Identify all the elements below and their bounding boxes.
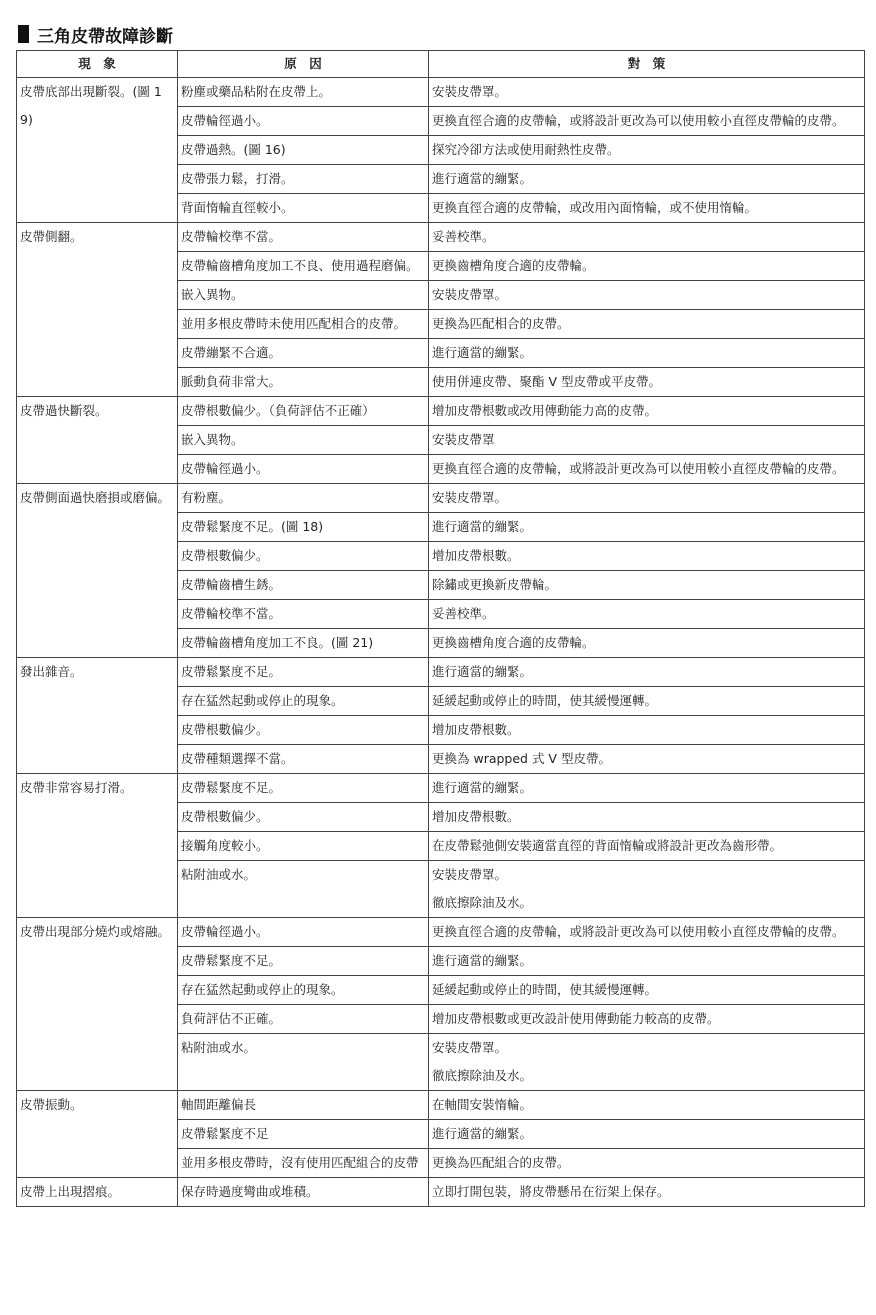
cause-cell: 嵌入異物。 [178,426,429,455]
measure-cell: 在皮帶鬆弛側安裝適當直徑的背面惰輪或將設計更改為齒形帶。 [429,832,865,861]
measure-cell: 安裝皮帶罩。 徹底擦除油及水。 [429,861,865,918]
phenomenon-cell: 發出雜音。 [17,658,178,774]
measure-cell: 更換直徑合適的皮帶輪，或將設計更改為可以使用較小直徑皮帶輪的皮帶。 [429,107,865,136]
cause-cell: 皮帶輪徑過小。 [178,107,429,136]
measure-cell: 進行適當的繃緊。 [429,1120,865,1149]
cause-cell: 背面惰輪直徑較小。 [178,194,429,223]
table-row [17,774,865,803]
cause-cell: 皮帶根數偏少。 [178,542,429,571]
measure-cell: 進行適當的繃緊。 [429,947,865,976]
measure-cell: 立即打開包裝，將皮帶懸吊在衍架上保存。 [429,1178,865,1207]
measure-cell: 更換直徑合適的皮帶輪，或將設計更改為可以使用較小直徑皮帶輪的皮帶。 [429,455,865,484]
measure-cell: 妥善校準。 [429,223,865,252]
measure-cell: 更換為 wrapped 式 V 型皮帶。 [429,745,865,774]
table-row [17,223,865,252]
phenomenon-cell: 皮帶出現部分燒灼或熔融。 [17,918,178,1091]
cause-cell: 皮帶輪校準不當。 [178,600,429,629]
measure-cell: 更換為匹配相合的皮帶。 [429,310,865,339]
header-cause: 原 因 [178,51,429,78]
table-row [17,397,865,426]
measure-cell: 使用併連皮帶、聚酯 V 型皮帶或平皮帶。 [429,368,865,397]
cause-cell: 皮帶輪齒槽角度加工不良。(圖 21) [178,629,429,658]
cause-cell: 皮帶種類選擇不當。 [178,745,429,774]
table-body [17,78,865,1207]
phenomenon-cell: 皮帶側面過快磨損或磨偏。 [17,484,178,658]
measure-cell: 更換直徑合適的皮帶輪，或改用內面惰輪，或不使用惰輪。 [429,194,865,223]
measure-cell: 更換為匹配組合的皮帶。 [429,1149,865,1178]
cause-cell: 負荷評估不正確。 [178,1005,429,1034]
phenomenon-cell: 皮帶振動。 [17,1091,178,1178]
measure-cell: 除鏽或更換新皮帶輪。 [429,571,865,600]
measure-cell: 進行適當的繃緊。 [429,774,865,803]
measure-cell: 進行適當的繃緊。 [429,165,865,194]
measure-cell: 探究冷卻方法或使用耐熱性皮帶。 [429,136,865,165]
phenomenon-cell: 皮帶上出現摺痕。 [17,1178,178,1207]
cause-cell: 皮帶輪徑過小。 [178,455,429,484]
measure-cell: 安裝皮帶罩。 徹底擦除油及水。 [429,1034,865,1091]
cause-cell: 脈動負荷非常大。 [178,368,429,397]
diagnosis-table [16,50,865,1207]
cause-cell: 軸間距離偏長 [178,1091,429,1120]
cause-cell: 皮帶根數偏少。（負荷評估不正確） [178,397,429,426]
phenomenon-cell: 皮帶側翻。 [17,223,178,397]
cause-cell: 皮帶鬆緊度不足。(圖 18) [178,513,429,542]
measure-cell: 延緩起動或停止的時間，使其緩慢運轉。 [429,687,865,716]
title-square-icon [18,25,29,43]
cause-cell: 並用多根皮帶時，沒有使用匹配組合的皮帶 [178,1149,429,1178]
measure-cell: 安裝皮帶罩 [429,426,865,455]
table-row [17,658,865,687]
table-header-row [17,51,865,78]
phenomenon-cell: 皮帶非常容易打滑。 [17,774,178,918]
measure-cell: 進行適當的繃緊。 [429,513,865,542]
cause-cell: 保存時過度彎曲或堆積。 [178,1178,429,1207]
measure-cell: 增加皮帶根數。 [429,716,865,745]
cause-cell: 並用多根皮帶時未使用匹配相合的皮帶。 [178,310,429,339]
cause-cell: 接觸角度較小。 [178,832,429,861]
cause-cell: 存在猛然起動或停止的現象。 [178,687,429,716]
measure-cell: 更換齒槽角度合適的皮帶輪。 [429,252,865,281]
phenomenon-cell: 皮帶過快斷裂。 [17,397,178,484]
table-row [17,1178,865,1207]
measure-cell: 安裝皮帶罩。 [429,281,865,310]
cause-cell: 皮帶輪齒槽生銹。 [178,571,429,600]
table-row [17,484,865,513]
cause-cell: 皮帶鬆緊度不足。 [178,947,429,976]
cause-cell: 嵌入異物。 [178,281,429,310]
measure-cell: 增加皮帶根數或更改設計使用傳動能力較高的皮帶。 [429,1005,865,1034]
cause-cell: 皮帶根數偏少。 [178,716,429,745]
cause-cell: 皮帶輪齒槽角度加工不良、使用過程磨偏。 [178,252,429,281]
measure-cell: 延緩起動或停止的時間，使其緩慢運轉。 [429,976,865,1005]
table-row [17,1091,865,1120]
cause-cell: 粘附油或水。 [178,861,429,918]
cause-cell: 存在猛然起動或停止的現象。 [178,976,429,1005]
cause-cell: 有粉塵。 [178,484,429,513]
measure-cell: 進行適當的繃緊。 [429,339,865,368]
section-title-text: 三角皮帶故障診斷 [37,26,173,47]
cause-cell: 皮帶過熱。(圖 16) [178,136,429,165]
cause-cell: 皮帶繃緊不合適。 [178,339,429,368]
cause-cell: 皮帶鬆緊度不足 [178,1120,429,1149]
measure-cell: 增加皮帶根數。 [429,803,865,832]
cause-cell: 皮帶鬆緊度不足。 [178,658,429,687]
measure-cell: 增加皮帶根數或改用傳動能力高的皮帶。 [429,397,865,426]
cause-cell: 粉塵或藥品粘附在皮帶上。 [178,78,429,107]
measure-cell: 在軸間安裝惰輪。 [429,1091,865,1120]
header-measure: 對 策 [429,51,865,78]
measure-cell: 增加皮帶根數。 [429,542,865,571]
table-row [17,918,865,947]
cause-cell: 粘附油或水。 [178,1034,429,1091]
cause-cell: 皮帶鬆緊度不足。 [178,774,429,803]
measure-cell: 更換齒槽角度合適的皮帶輪。 [429,629,865,658]
measure-cell: 進行適當的繃緊。 [429,658,865,687]
cause-cell: 皮帶張力鬆，打滑。 [178,165,429,194]
header-phenomenon: 現 象 [17,51,178,78]
cause-cell: 皮帶輪校準不當。 [178,223,429,252]
phenomenon-cell: 皮帶底部出現斷裂。(圖 19) [17,78,178,223]
measure-cell: 安裝皮帶罩。 [429,484,865,513]
measure-cell: 安裝皮帶罩。 [429,78,865,107]
cause-cell: 皮帶輪徑過小。 [178,918,429,947]
section-title [18,22,173,46]
table-row [17,78,865,107]
cause-cell: 皮帶根數偏少。 [178,803,429,832]
measure-cell: 妥善校準。 [429,600,865,629]
measure-cell: 更換直徑合適的皮帶輪，或將設計更改為可以使用較小直徑皮帶輪的皮帶。 [429,918,865,947]
